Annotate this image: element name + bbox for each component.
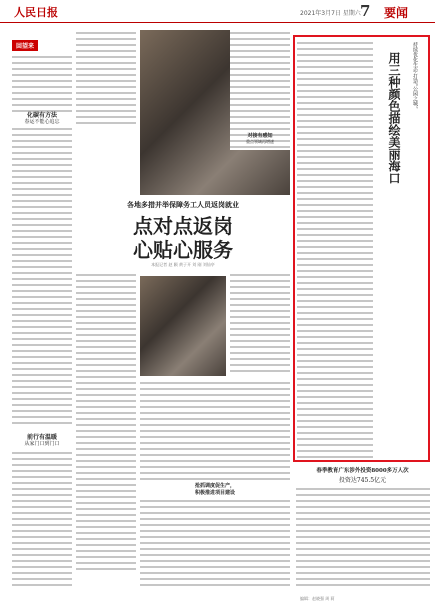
subheadline: 从家门口到门口: [24, 441, 60, 447]
news-photo: [140, 276, 226, 376]
kicker: 各地多措并举保障务工人员返岗就业: [127, 200, 239, 209]
article-text: [12, 126, 72, 426]
section-label: 回望来: [12, 40, 38, 51]
newspaper-logo: 人民日报: [14, 6, 58, 19]
headline: 前行有温暖: [26, 434, 57, 441]
headline: 积极推进项目建设: [194, 490, 235, 496]
vertical-headline: 用三种颜色描绘美丽海口: [387, 52, 401, 184]
headline: 春季教育广东涉外投资8000多万人次: [316, 468, 409, 474]
issue-date: 2021年3月7日 星期六: [300, 10, 361, 17]
masthead: [0, 0, 435, 23]
article-text: [12, 54, 72, 114]
headline: 抢抓调度促生产，: [194, 483, 235, 489]
headline: 对接有感知: [247, 133, 273, 139]
article-text: [297, 40, 373, 458]
article-text: [140, 380, 290, 480]
main-headline-line-2: 心贴心服务: [133, 238, 233, 262]
article-text: [140, 498, 290, 590]
page-footer: 编辑：赵晓强 周 莉: [300, 596, 335, 601]
subheadline: 重点领域再增速: [246, 139, 274, 144]
page-section-name: 要闻: [384, 6, 409, 20]
article-text: [76, 30, 136, 125]
byline: 本报记者 赵 颖 黄子开 刘 刚 刘仙亭: [151, 262, 215, 267]
subheadline: 投资达745.5亿元: [338, 477, 387, 484]
vertical-kicker: 持续优化生态·打造“公园之城”: [412, 42, 418, 109]
headline: 化碳有方法: [26, 112, 57, 119]
article-text: [230, 272, 290, 376]
article-text: [76, 272, 136, 570]
article-text: [12, 450, 72, 590]
article-text: [296, 486, 430, 590]
subheadline: 春运不能心追忘: [24, 119, 60, 125]
page-number: 7: [360, 2, 371, 20]
main-headline-line-1: 点对点返岗: [133, 214, 233, 238]
